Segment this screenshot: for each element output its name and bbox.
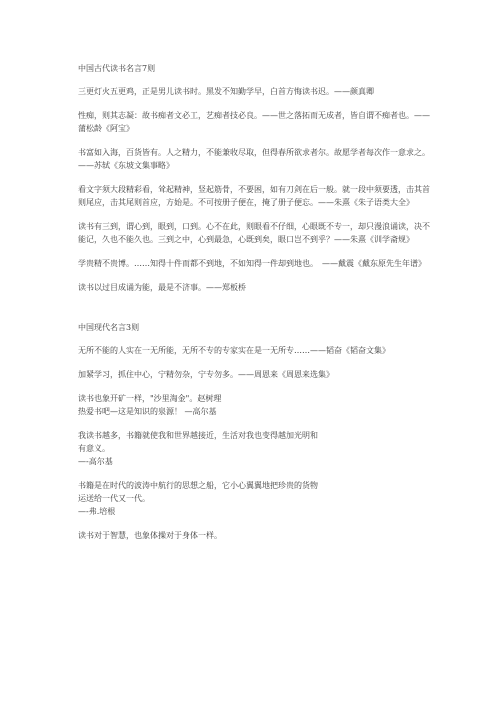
quote-line: 有意义。 (78, 444, 110, 453)
quote-paragraph (78, 392, 434, 418)
quote-paragraph (78, 479, 434, 518)
quote-line: —-弗.培根 (78, 507, 116, 516)
quote-line: 读书也象开矿一样，"沙里淘金"。赵树理 (78, 394, 222, 403)
section-modern-quotes (78, 321, 434, 542)
quote-paragraph: 读书以过目成诵为能，最是不济事。——郑板桥 (78, 283, 246, 292)
quote-paragraph (78, 429, 434, 468)
quote-line: 运送给一代又一代。 (78, 494, 150, 503)
quote-line: 我读书越多，书籍就使我和世界越接近，生活对我也变得越加光明和 (78, 431, 318, 440)
quote-paragraph: 学贵精不贵博。……知得十件而都不到地，不如知得一件却到地也。 ——戴震《戴东原先生年谱》 (78, 259, 426, 268)
document-body (78, 62, 434, 553)
quote-paragraph: 读书对于智慧，也象体操对于身体一样。 (78, 531, 222, 540)
quote-paragraph: 加紧学习，抓住中心，宁精勿杂，宁专勿多。——周恩来《周恩来选集》 (78, 370, 334, 379)
quote-paragraph: 读书有三到，谓心到，眼到，口到。心不在此，则眼看不仔细，心眼既不专一，却只漫浪诵读，决不能记，久也不能久也。三到之中，心到最急，心既到矣，眼口岂不到乎？——朱熹《训学斋规》 (78, 222, 430, 244)
quote-line: 书籍是在时代的波涛中航行的思想之船，它小心翼翼地把珍贵的货物 (78, 481, 318, 490)
quote-paragraph: 性痴，则其志凝：故书痴者文必工，艺痴者技必良。——世之落拓而无成者，皆自谓不痴者也。——蒲松龄《阿宝》 (78, 111, 430, 133)
quote-paragraph: 看文字须大段精彩看，耸起精神，竖起筋骨，不要困，如有刀剑在后一般。就一段中须要透，击其首则尾应，击其尾则首应，方始是。不可按册子便在，掩了册子便忘。——朱熹《朱子语类大全》 (78, 185, 430, 207)
section-ancient-quotes (78, 62, 434, 294)
quote-paragraph: 三更灯火五更鸡，正是男儿读书时。黑发不知勤学早，白首方悔读书迟。——颜真卿 (78, 87, 374, 96)
section-heading: 中国古代读书名言7则 (78, 64, 156, 73)
quote-line: 热爱书吧—这是知识的泉源！ —高尔基 (78, 407, 217, 416)
quote-line: —-高尔基 (78, 457, 113, 466)
section-heading: 中国现代名言3则 (78, 323, 140, 332)
quote-paragraph: 无所不能的人实在一无所能，无所不专的专家实在是一无所专……——韬奋《韬奋文集》 (78, 346, 390, 355)
quote-paragraph: 书富如入海，百货皆有。人之精力，不能兼收尽取，但得春所欲求者尔。故愿学者每次作一意求之。——苏轼《东坡文集事略》 (78, 148, 430, 170)
section-spacer (78, 305, 434, 321)
